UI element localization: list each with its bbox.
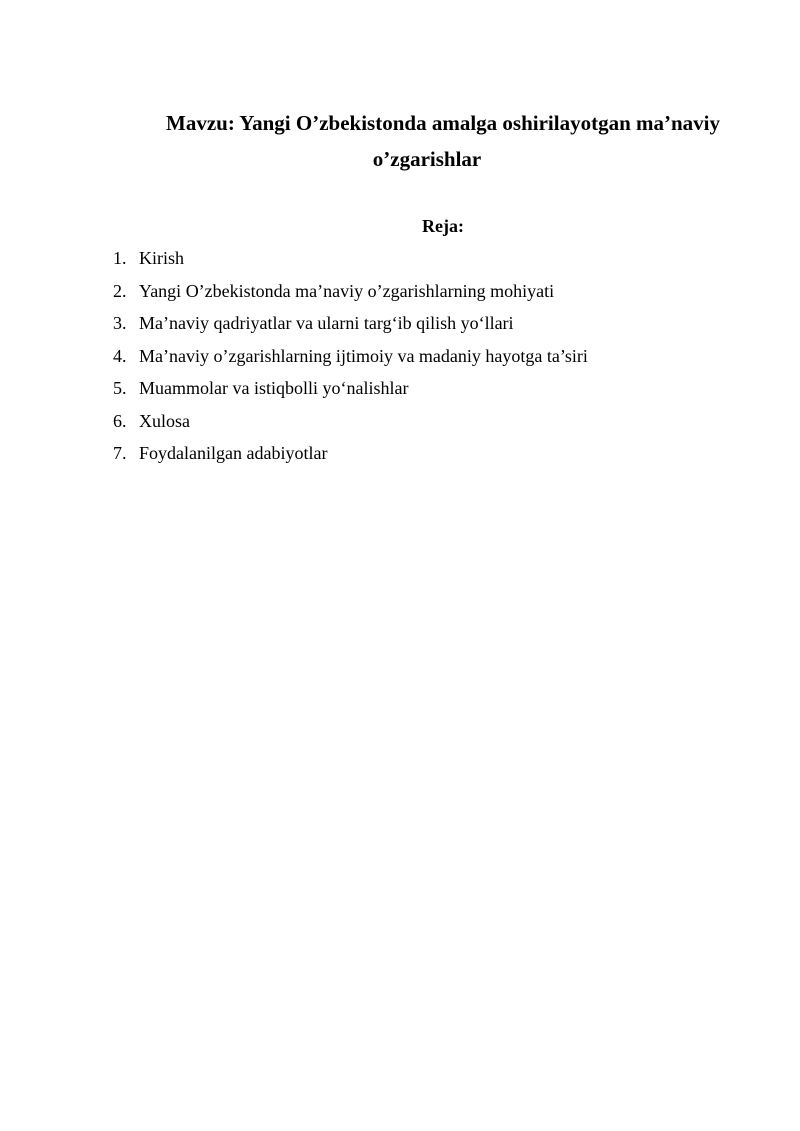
plan-item-text: Foydalanilgan adabiyotlar bbox=[139, 443, 328, 463]
plan-item bbox=[113, 249, 588, 282]
plan-item bbox=[113, 379, 588, 412]
plan-item-number: 1. bbox=[113, 248, 127, 268]
plan-item bbox=[113, 444, 588, 477]
document-title-line-2: o’zgarishlar bbox=[372, 147, 482, 171]
plan-item-number: 2. bbox=[113, 280, 127, 301]
plan-list bbox=[113, 249, 588, 477]
plan-heading: Reja: bbox=[422, 216, 464, 236]
plan-item-text: Yangi O’zbekistonda ma’naviy o’zgarishlarning mohiyati bbox=[139, 280, 555, 301]
plan-item-text: Ma’naviy o’zgarishlarning ijtimoiy va madaniy hayotga ta’siri bbox=[139, 345, 588, 366]
plan-item-number: 5. bbox=[113, 378, 127, 398]
plan-item-text: Xulosa bbox=[139, 410, 190, 431]
plan-item-number: 3. bbox=[113, 313, 127, 333]
plan-item bbox=[113, 347, 588, 380]
plan-item-number: 6. bbox=[113, 410, 127, 431]
plan-item-number: 4. bbox=[113, 345, 127, 366]
plan-item bbox=[113, 282, 588, 315]
plan-item-text: Kirish bbox=[139, 248, 184, 268]
plan-item bbox=[113, 314, 588, 347]
plan-item-text: Ma’naviy qadriyatlar va ularni targ‘ib qilish yo‘llari bbox=[139, 313, 514, 333]
document-title-line-1: Mavzu: Yangi O’zbekistonda amalga oshirilayotgan ma’naviy bbox=[166, 111, 720, 135]
plan-item-text: Muammolar va istiqbolli yo‘nalishlar bbox=[139, 378, 409, 398]
plan-item-number: 7. bbox=[113, 443, 127, 463]
plan-item bbox=[113, 412, 588, 445]
